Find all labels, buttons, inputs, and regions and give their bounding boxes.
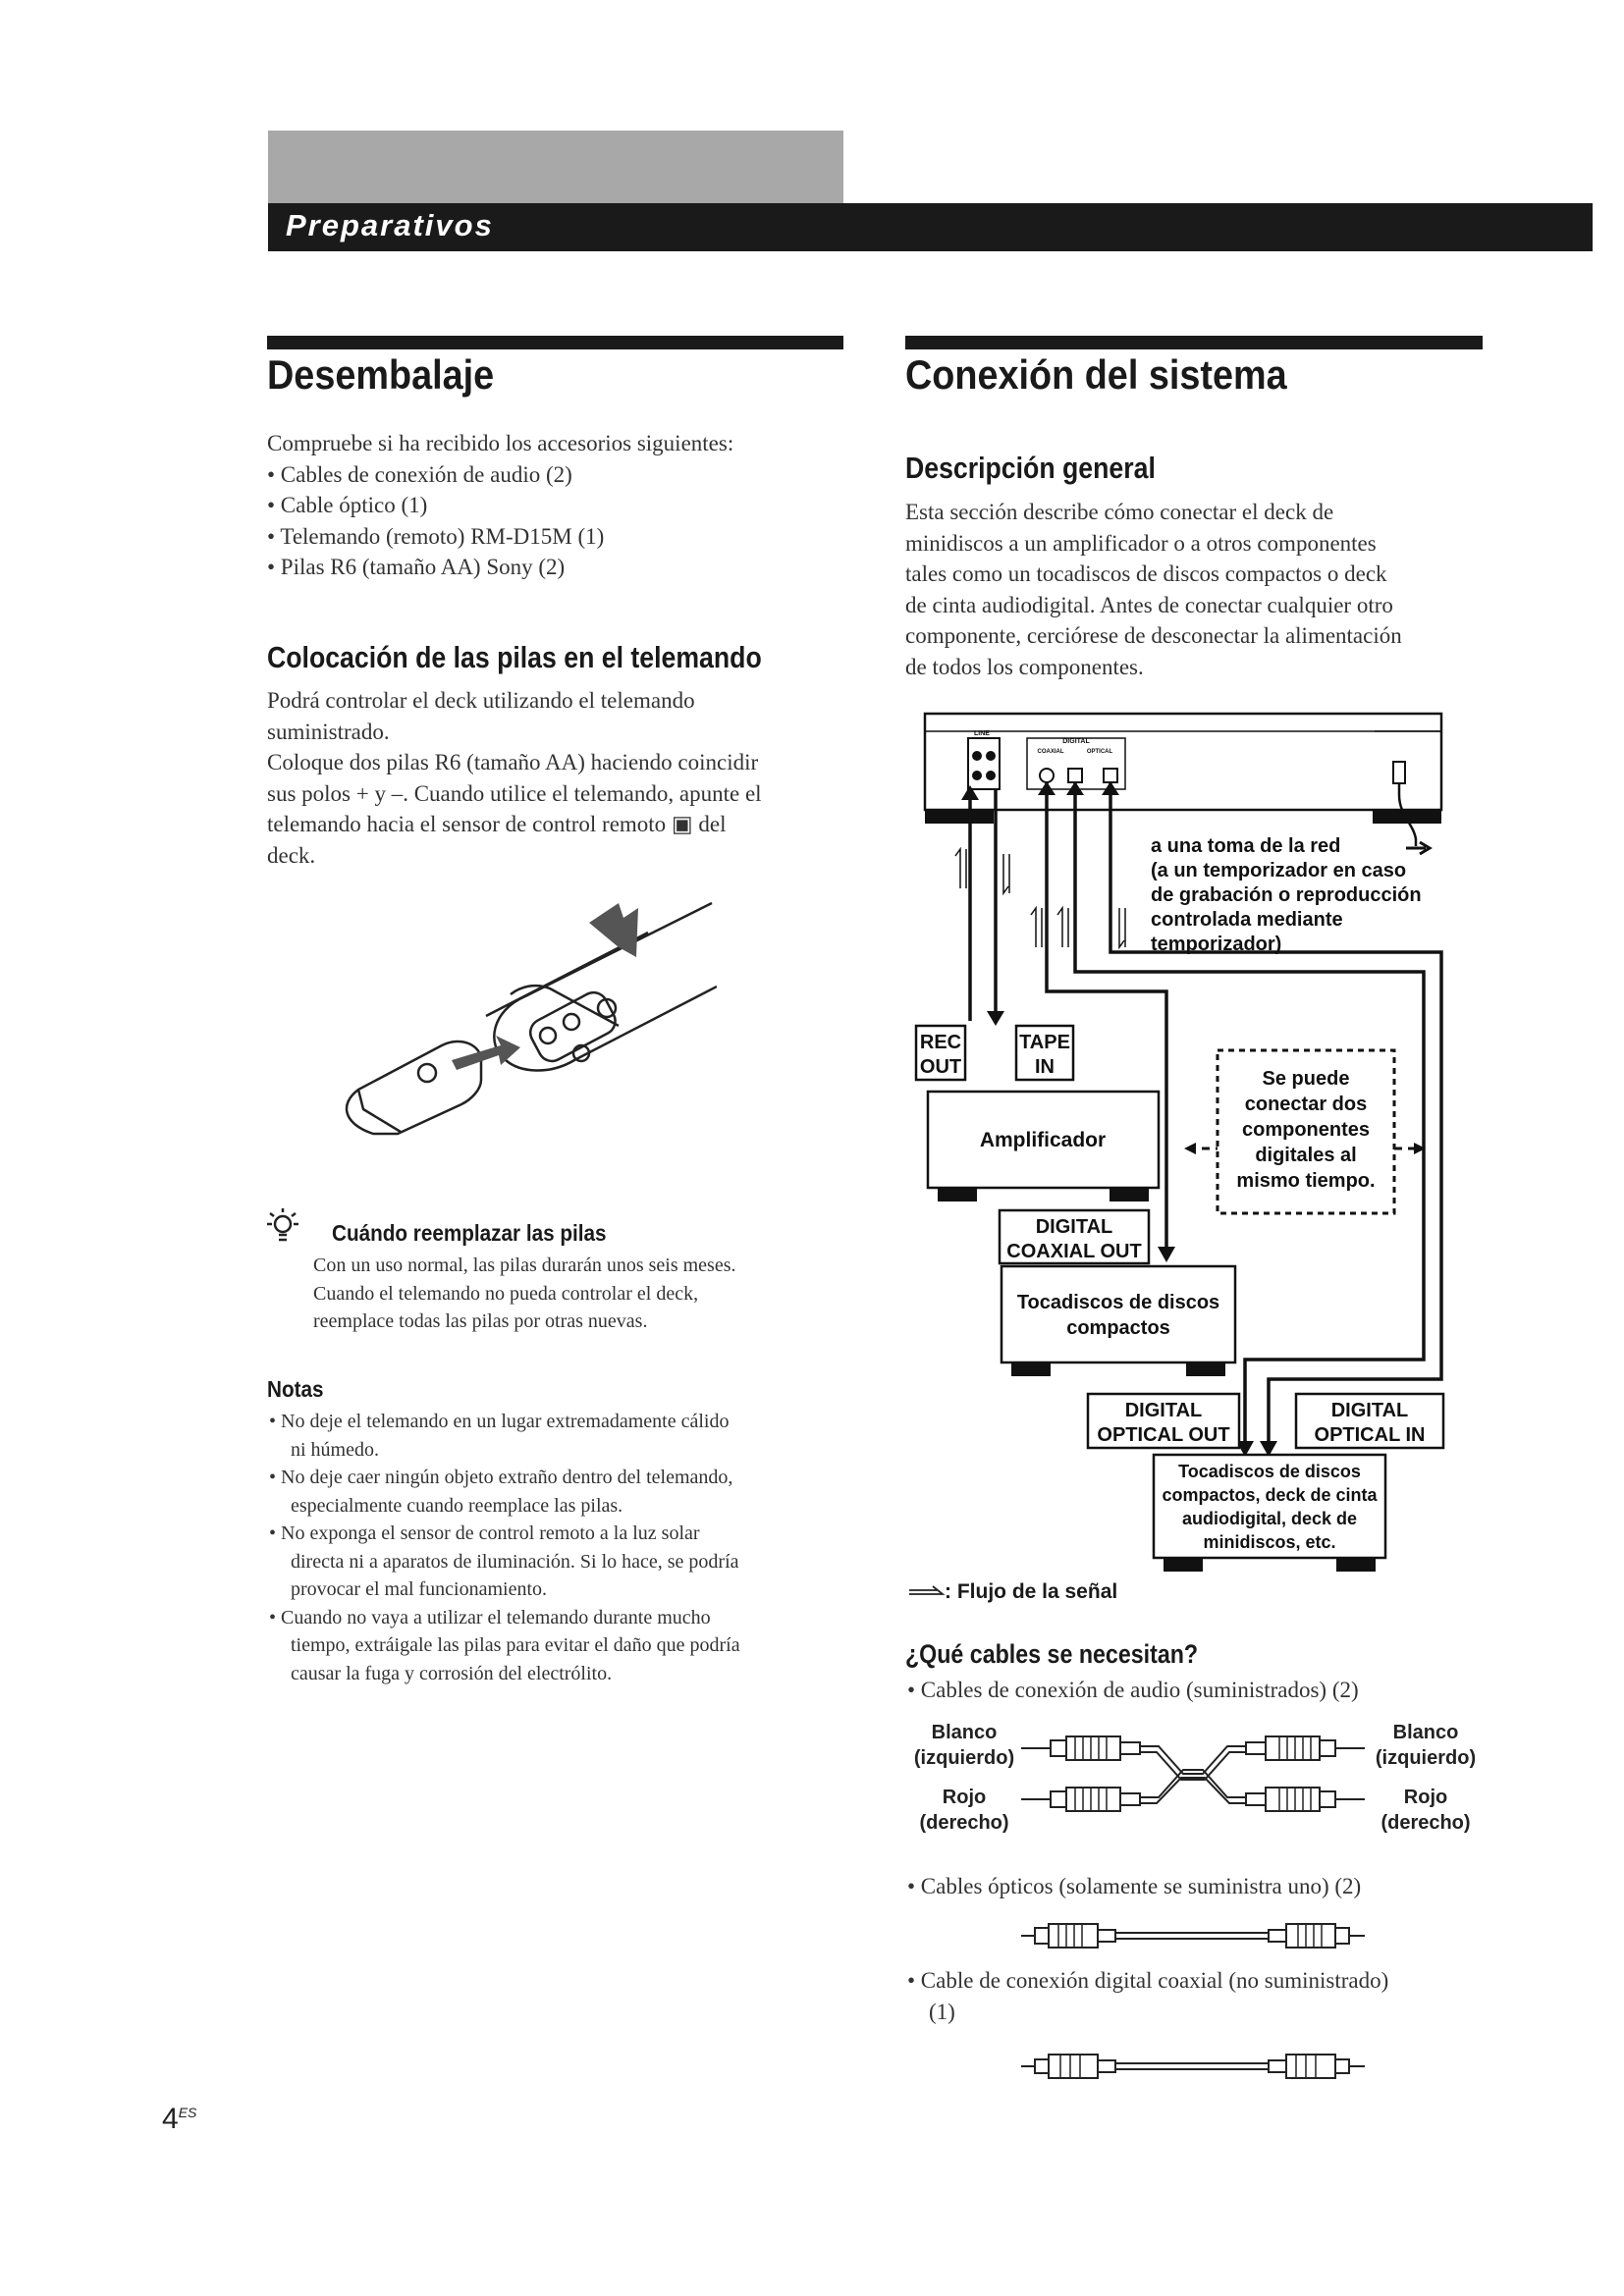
cable-label-white-right	[1367, 1720, 1485, 1771]
cable-label: (izquierdo)	[913, 1747, 1015, 1769]
batteries-text	[267, 685, 762, 871]
batteries-line: deck.	[267, 842, 316, 868]
cable-label-white-left	[905, 1720, 1023, 1771]
cable-label: Rojo	[942, 1787, 987, 1808]
note-line: • No deje caer ningún objeto extraño dentro del telemando,	[269, 1467, 733, 1488]
note-line: • No deje el telemando en un lugar extremadamente cálido	[269, 1411, 730, 1432]
cable-label: (derecho)	[1380, 1812, 1471, 1834]
overview-line: minidiscos a un amplificador o a otros componentes	[905, 530, 1377, 556]
legend-text: : Flujo de la señal	[945, 1580, 1118, 1603]
note-line: mismo tiempo.	[1236, 1170, 1376, 1192]
tape-in-label: TAPE	[1019, 1032, 1070, 1053]
sensor-icon: ▣	[671, 812, 693, 836]
coaxial-out-label: COAXIAL OUT	[1006, 1241, 1142, 1262]
unpacking-text	[267, 428, 733, 583]
deck-line-label: LINE	[974, 730, 990, 737]
cd-player-label: Tocadiscos de discos	[1016, 1292, 1220, 1313]
tip-line: Cuando el telemando no pueda controlar el deck,	[313, 1282, 699, 1305]
device-label: Tocadiscos de discos	[1178, 1462, 1361, 1481]
coaxial-cable-line: (1)	[929, 1999, 955, 2024]
header-gray-block	[268, 131, 843, 204]
cable-label: Blanco	[931, 1722, 998, 1743]
cable-label: (izquierdo)	[1375, 1747, 1477, 1769]
overview-title: Descripción general	[905, 451, 1156, 485]
coaxial-cable-item	[907, 1965, 1388, 2027]
connection-title: Conexión del sistema	[905, 351, 1287, 398]
page-number-value: 4	[162, 2103, 179, 2135]
page-number	[162, 2103, 196, 2136]
power-line: temporizador)	[1151, 934, 1282, 955]
accessory-item: • Cables de conexión de audio (2)	[267, 461, 572, 487]
notes-title: Notas	[267, 1376, 324, 1402]
unpacking-title: Desembalaje	[267, 351, 495, 398]
cable-label-red-left	[905, 1785, 1023, 1836]
amplifier-label: Amplificador	[979, 1129, 1107, 1151]
optical-in-label: DIGITAL	[1330, 1400, 1409, 1421]
batteries-line: sus polos + y –. Cuando utilice el telemando, apunte el	[267, 780, 762, 806]
note-line: directa ni a aparatos de iluminación. Si lo hace, se podría	[291, 1550, 739, 1573]
overview-line: de cinta audiodigital. Antes de conectar cualquier otro	[905, 592, 1393, 617]
overview-line: componente, cerciórese de desconectar la alimentación	[905, 623, 1402, 648]
power-line: de grabación o reproducción	[1151, 884, 1422, 906]
deck-optical-label: OPTICAL	[1086, 749, 1113, 755]
cable-label: (derecho)	[919, 1812, 1009, 1834]
coaxial-out-label: DIGITAL	[1035, 1216, 1113, 1238]
overview-line: tales como un tocadiscos de discos compactos o deck	[905, 561, 1387, 586]
deck-digital-label: DIGITAL	[1062, 738, 1090, 745]
batteries-line: suministrado.	[267, 719, 390, 744]
power-line: (a un temporizador en caso	[1151, 860, 1407, 881]
optical-cable-item: • Cables ópticos (solamente se suministra uno) (2)	[907, 1874, 1362, 1898]
optical-out-label: DIGITAL	[1124, 1400, 1203, 1421]
accessory-item: • Cable óptico (1)	[267, 493, 428, 517]
audio-cable-item: • Cables de conexión de audio (suministrados) (2)	[907, 1678, 1359, 1702]
note-line: Se puede	[1262, 1068, 1350, 1090]
overview-line: Esta sección describe cómo conectar el deck de	[905, 500, 1334, 524]
note-line: tiempo, extráigale las pilas para evitar el daño que podría	[291, 1634, 740, 1656]
batteries-line-end: del	[698, 812, 727, 836]
flow-arrows	[955, 849, 1125, 947]
batteries-line: telemando hacia el sensor de control remoto	[267, 812, 667, 836]
notes-list	[269, 1408, 740, 1687]
unpacking-rule	[267, 336, 843, 349]
cable-label-red-right	[1367, 1785, 1485, 1836]
note-line: • No exponga el sensor de control remoto a la luz solar	[269, 1522, 700, 1544]
cable-label: Blanco	[1392, 1722, 1459, 1743]
tape-in-label: IN	[1035, 1056, 1055, 1078]
deck-rear-panel	[925, 714, 1441, 854]
rec-out-label: OUT	[919, 1056, 962, 1078]
optical-in-label: OPTICAL IN	[1314, 1424, 1426, 1446]
overview-text	[905, 497, 1402, 682]
power-line: a una toma de la red	[1151, 835, 1341, 857]
batteries-title: Colocación de las pilas en el telemando	[267, 640, 762, 674]
overview-line: de todos los componentes.	[905, 654, 1144, 679]
note-line: digitales al	[1255, 1145, 1357, 1166]
accessory-item: • Telemando (remoto) RM-D15M (1)	[267, 523, 605, 549]
lightbulb-icon	[265, 1205, 300, 1249]
audio-cable-illustration	[1021, 1723, 1365, 1831]
tip-line: Con un uso normal, las pilas durarán unos seis meses.	[313, 1255, 736, 1276]
optical-out-label: OPTICAL OUT	[1097, 1424, 1230, 1446]
signal-flow-icon	[907, 1584, 947, 1602]
connection-rule	[905, 336, 1483, 349]
power-line: controlada mediante	[1151, 909, 1343, 931]
device-label: compactos, deck de cinta	[1162, 1485, 1378, 1505]
unpacking-intro: Compruebe si ha recibido los accesorios siguientes:	[267, 431, 734, 455]
remote-battery-illustration	[324, 888, 717, 1163]
batteries-line: Coloque dos pilas R6 (tamaño AA) haciendo coincidir	[267, 750, 759, 774]
tip-line: reemplace todas las pilas por otras nuevas.	[313, 1310, 648, 1332]
connection-diagram	[903, 707, 1492, 1620]
device-label: minidiscos, etc.	[1203, 1532, 1336, 1552]
note-line: • Cuando no vaya a utilizar el telemando durante mucho	[269, 1606, 711, 1629]
optical-cable-illustration	[1021, 1916, 1365, 1955]
batteries-line: Podrá controlar el deck utilizando el telemando	[267, 688, 695, 713]
tip-text	[313, 1252, 736, 1336]
coaxial-cable-illustration	[1021, 2047, 1365, 2086]
section-title: Preparativos	[286, 208, 494, 242]
accessory-item: • Pilas R6 (tamaño AA) Sony (2)	[267, 555, 566, 579]
batteries-line-sensor	[267, 809, 762, 840]
cables-title: ¿Qué cables se necesitan?	[905, 1639, 1199, 1669]
cable-label: Rojo	[1403, 1787, 1448, 1808]
note-line: causar la fuga y corrosión del electrólito.	[291, 1662, 613, 1684]
tip-title: Cuándo reemplazar las pilas	[332, 1220, 607, 1246]
device-label: audiodigital, deck de	[1181, 1509, 1358, 1528]
note-line: provocar el mal funcionamiento.	[291, 1578, 548, 1600]
note-line: conectar dos	[1244, 1094, 1368, 1115]
rec-out-label: REC	[919, 1032, 962, 1053]
deck-coaxial-label: COAXIAL	[1037, 749, 1064, 755]
note-line: componentes	[1241, 1119, 1371, 1141]
coaxial-cable-line: • Cable de conexión digital coaxial (no suministrado)	[907, 1968, 1389, 1993]
note-line: ni húmedo.	[291, 1438, 379, 1461]
note-line: especialmente cuando reemplace las pilas.	[291, 1494, 623, 1517]
page-number-suffix: ES	[178, 2105, 197, 2120]
cd-player-label: compactos	[1066, 1317, 1170, 1339]
